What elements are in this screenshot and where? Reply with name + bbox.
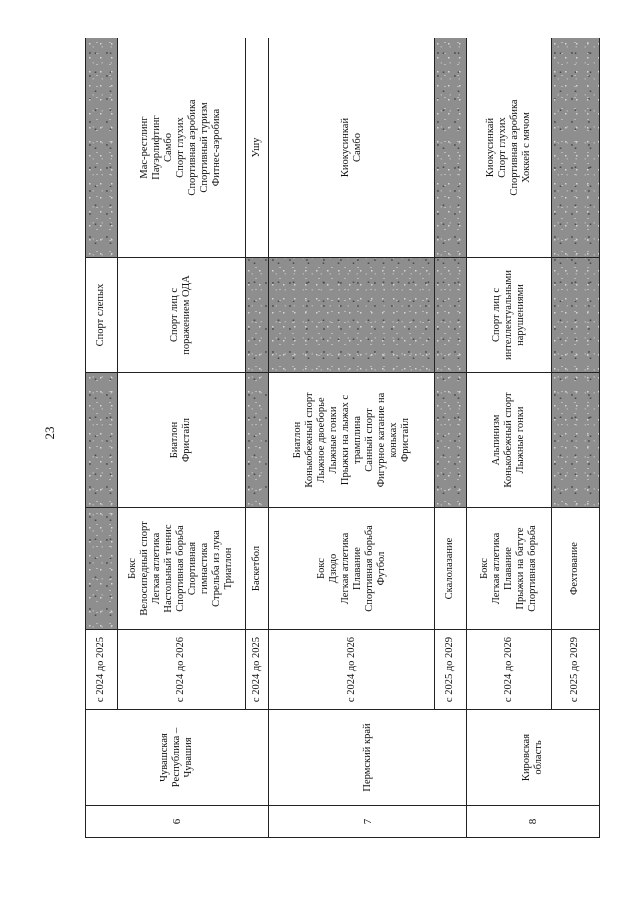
cell-line: Чувашия bbox=[183, 737, 195, 778]
adaptive-sports-cell bbox=[86, 258, 118, 373]
rotated-table-frame bbox=[85, 38, 600, 838]
cell-line: Ушу bbox=[251, 137, 263, 158]
cell-line: Пауэрлифтинг bbox=[151, 115, 163, 180]
cell-line: Триатлон bbox=[223, 547, 235, 590]
cell-line: Пермский край bbox=[361, 723, 373, 792]
national-sports-cell bbox=[117, 38, 245, 258]
region-number: 6 bbox=[86, 806, 269, 838]
cell-line: Биатлон bbox=[169, 421, 181, 459]
cell-line: Спорт слепых bbox=[95, 283, 107, 347]
adaptive-sports-cell bbox=[245, 258, 268, 373]
adaptive-sports-cell bbox=[466, 258, 551, 373]
cell-line: область bbox=[532, 740, 544, 775]
table-row bbox=[269, 38, 434, 838]
winter-sports-cell bbox=[551, 373, 599, 508]
national-sports-cell bbox=[551, 38, 599, 258]
cell-line: Мас-рестлинг bbox=[139, 116, 151, 179]
cell-line: Баскетбол bbox=[251, 545, 263, 592]
period-cell: с 2024 до 2026 bbox=[466, 630, 551, 710]
national-sports-cell bbox=[466, 38, 551, 258]
cell-line: Фристайл bbox=[181, 417, 193, 463]
cell-line: Самбо bbox=[351, 133, 363, 162]
cell-line: трамплина bbox=[351, 415, 363, 465]
region-number: 8 bbox=[466, 806, 599, 838]
region-name bbox=[466, 710, 599, 806]
cell-line: Самбо bbox=[163, 133, 175, 162]
cell-line: нарушениями bbox=[514, 284, 526, 346]
cell-line: Легкая атлетика bbox=[339, 532, 351, 605]
adaptive-sports-cell bbox=[434, 258, 466, 373]
winter-sports-cell bbox=[245, 373, 268, 508]
cell-line: Лыжные гонки bbox=[327, 406, 339, 474]
cell-line: Фигурное катание на bbox=[375, 392, 387, 488]
cell-line: Спортивная bbox=[187, 541, 199, 596]
cell-line: Киокусинкай bbox=[339, 117, 351, 178]
cell-line: коньках bbox=[387, 422, 399, 458]
cell-line: Велосипедный спорт bbox=[139, 521, 151, 616]
cell-line: Бокс bbox=[315, 558, 327, 579]
page-number: 23 bbox=[42, 426, 57, 440]
period-cell: с 2024 до 2026 bbox=[117, 630, 245, 710]
adaptive-sports-cell bbox=[117, 258, 245, 373]
cell-line: гимнастика bbox=[199, 542, 211, 595]
cell-line: Спорт лиц с bbox=[169, 288, 181, 342]
cell-line: Легкая атлетика bbox=[151, 532, 163, 605]
cell-line: Чувашская bbox=[159, 733, 171, 782]
sports-program-table bbox=[85, 38, 600, 838]
cell-line: Лыжное двоеборье bbox=[315, 397, 327, 483]
cell-line: Прыжки на батуте bbox=[514, 527, 526, 610]
cell-line: Республика – bbox=[171, 727, 183, 788]
cell-line: Спортивная аэробика bbox=[187, 99, 199, 196]
period-cell: с 2025 до 2029 bbox=[551, 630, 599, 710]
cell-line: Фристайл bbox=[399, 417, 411, 463]
period-cell: с 2025 до 2029 bbox=[434, 630, 466, 710]
cell-line: Прыжки на лыжах с bbox=[339, 394, 351, 486]
cell-line: Плавание bbox=[502, 547, 514, 590]
period-cell: с 2024 до 2025 bbox=[245, 630, 268, 710]
region-name bbox=[86, 710, 269, 806]
summer-sports-cell bbox=[434, 508, 466, 630]
summer-sports-cell bbox=[245, 508, 268, 630]
cell-line: Настольный теннис bbox=[163, 524, 175, 613]
cell-line: Бокс bbox=[127, 558, 139, 579]
cell-line: Бокс bbox=[478, 558, 490, 579]
table-row bbox=[86, 38, 118, 838]
winter-sports-cell bbox=[117, 373, 245, 508]
cell-line: Спортивный туризм bbox=[199, 102, 211, 193]
cell-line: Плавание bbox=[351, 547, 363, 590]
adaptive-sports-cell bbox=[551, 258, 599, 373]
national-sports-cell bbox=[434, 38, 466, 258]
cell-line: Дзюдо bbox=[327, 553, 339, 584]
period-cell: с 2024 до 2026 bbox=[269, 630, 434, 710]
cell-line: Конькобежный спорт bbox=[502, 392, 514, 488]
cell-line: Конькобежный спорт bbox=[303, 392, 315, 488]
summer-sports-cell bbox=[86, 508, 118, 630]
cell-line: Хоккей с мячом bbox=[520, 112, 532, 183]
cell-line: Альпинизм bbox=[490, 414, 502, 466]
cell-line: Кировская bbox=[520, 733, 532, 782]
national-sports-cell bbox=[245, 38, 268, 258]
table-row bbox=[466, 38, 551, 838]
cell-line: Биатлон bbox=[291, 421, 303, 459]
national-sports-cell bbox=[269, 38, 434, 258]
cell-line: Спортивная борьба bbox=[175, 525, 187, 612]
cell-line: Спортивная аэробика bbox=[508, 99, 520, 196]
cell-line: поражением ОДА bbox=[181, 275, 193, 355]
cell-line: Спорт глухих bbox=[175, 117, 187, 178]
cell-line: Киокусинкай bbox=[484, 117, 496, 178]
cell-line: Санный спорт bbox=[363, 408, 375, 472]
summer-sports-cell bbox=[551, 508, 599, 630]
adaptive-sports-cell bbox=[269, 258, 434, 373]
winter-sports-cell bbox=[269, 373, 434, 508]
cell-line: Спортивная борьба bbox=[363, 525, 375, 612]
summer-sports-cell bbox=[117, 508, 245, 630]
national-sports-cell bbox=[86, 38, 118, 258]
summer-sports-cell bbox=[466, 508, 551, 630]
cell-line: Спорт лиц с bbox=[490, 288, 502, 342]
winter-sports-cell bbox=[434, 373, 466, 508]
summer-sports-cell bbox=[269, 508, 434, 630]
winter-sports-cell bbox=[86, 373, 118, 508]
cell-line: интеллектуальными bbox=[502, 270, 514, 360]
cell-line: Легкая атлетика bbox=[490, 532, 502, 605]
region-name bbox=[269, 710, 466, 806]
sports-table-landscape bbox=[85, 38, 600, 838]
cell-line: Фитнес-аэробика bbox=[211, 108, 223, 187]
cell-line: Стрельба из лука bbox=[211, 530, 223, 607]
cell-line: Лыжные гонки bbox=[514, 406, 526, 474]
cell-line: Фехтование bbox=[569, 542, 581, 595]
cell-line: Футбол bbox=[375, 551, 387, 586]
region-number: 7 bbox=[269, 806, 466, 838]
cell-line: Спорт глухих bbox=[496, 117, 508, 178]
cell-line: Спортивная борьба bbox=[526, 525, 538, 612]
winter-sports-cell bbox=[466, 373, 551, 508]
cell-line: Скалолазание bbox=[444, 537, 456, 600]
period-cell: с 2024 до 2025 bbox=[86, 630, 118, 710]
